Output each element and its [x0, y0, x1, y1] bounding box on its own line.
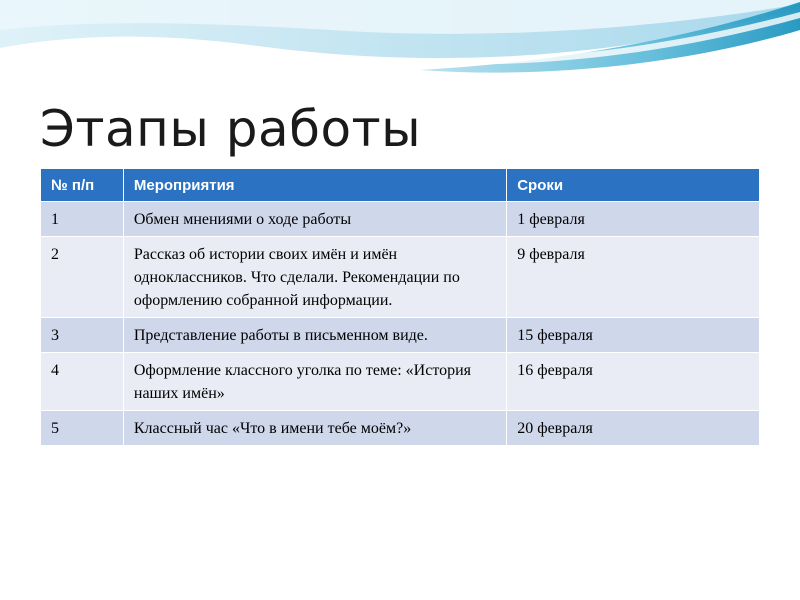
row-date: 20 февраля — [507, 411, 760, 446]
row-number: 1 — [41, 202, 124, 237]
table-row — [41, 202, 760, 237]
row-number: 5 — [41, 411, 124, 446]
row-event: Обмен мнениями о ходе работы — [123, 202, 506, 237]
header-events: Мероприятия — [123, 169, 506, 202]
row-date: 15 февраля — [507, 318, 760, 353]
row-number: 2 — [41, 237, 124, 318]
page-title: Этапы работы — [40, 100, 422, 158]
row-number: 4 — [41, 353, 124, 411]
row-number: 3 — [41, 318, 124, 353]
row-date: 16 февраля — [507, 353, 760, 411]
stages-table — [40, 168, 760, 446]
table-header-row — [41, 169, 760, 202]
header-number: № п/п — [41, 169, 124, 202]
row-event: Оформление классного уголка по теме: «История наших имён» — [123, 353, 506, 411]
table-row — [41, 237, 760, 318]
row-date: 1 февраля — [507, 202, 760, 237]
row-event: Классный час «Что в имени тебе моём?» — [123, 411, 506, 446]
table-row — [41, 353, 760, 411]
header-dates: Сроки — [507, 169, 760, 202]
table-row — [41, 411, 760, 446]
row-event: Представление работы в письменном виде. — [123, 318, 506, 353]
row-date: 9 февраля — [507, 237, 760, 318]
decorative-wave-banner — [0, 0, 800, 95]
row-event: Рассказ об истории своих имён и имён одноклассников. Что сделали. Рекомендации по оформлению собранной информации. — [123, 237, 506, 318]
table-row — [41, 318, 760, 353]
